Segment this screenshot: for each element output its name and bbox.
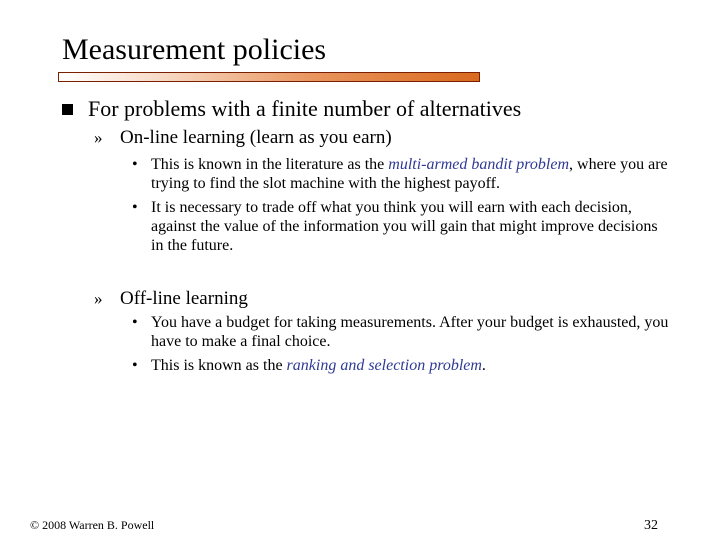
bullet-dot-icon: • [132, 199, 138, 216]
copyright-notice: © 2008 Warren B. Powell [30, 518, 155, 532]
bullet-text: This is known as the ranking and selection problem. [151, 357, 486, 374]
bullet-point [132, 155, 672, 193]
chevron-bullet-icon: » [94, 128, 103, 147]
square-bullet-icon [62, 104, 73, 115]
bullet-text: You have a budget for taking measurements. After your budget is exhausted, you have to make a final choice. [151, 314, 669, 350]
emphasis-term: ranking and selection problem [286, 357, 482, 374]
page-number: 32 [644, 518, 658, 533]
bullet-text: This is known in the literature as the multi-armed bandit problem, where you are trying to find the slot machine with the highest payoff. [151, 156, 668, 192]
emphasis-term: multi-armed bandit problem [388, 156, 570, 173]
bullet-point [132, 198, 672, 255]
main-bullet-text: For problems with a finite number of alternatives [88, 96, 522, 121]
section-heading: Off-line learning [120, 288, 248, 309]
bullet-dot-icon: • [132, 314, 138, 331]
section-heading: On-line learning (learn as you earn) [120, 127, 392, 148]
title-underline-bar [58, 72, 480, 82]
bullet-dot-icon: • [132, 156, 138, 173]
bullet-text: It is necessary to trade off what you think you will earn with each decision, against the value of the information you will gain that might improve decisions in the future. [151, 199, 658, 254]
bullet-point [132, 313, 672, 351]
chevron-bullet-icon: » [94, 289, 103, 308]
bullet-point [132, 356, 672, 375]
slide-title: Measurement policies [62, 33, 327, 66]
bullet-dot-icon: • [132, 357, 138, 374]
